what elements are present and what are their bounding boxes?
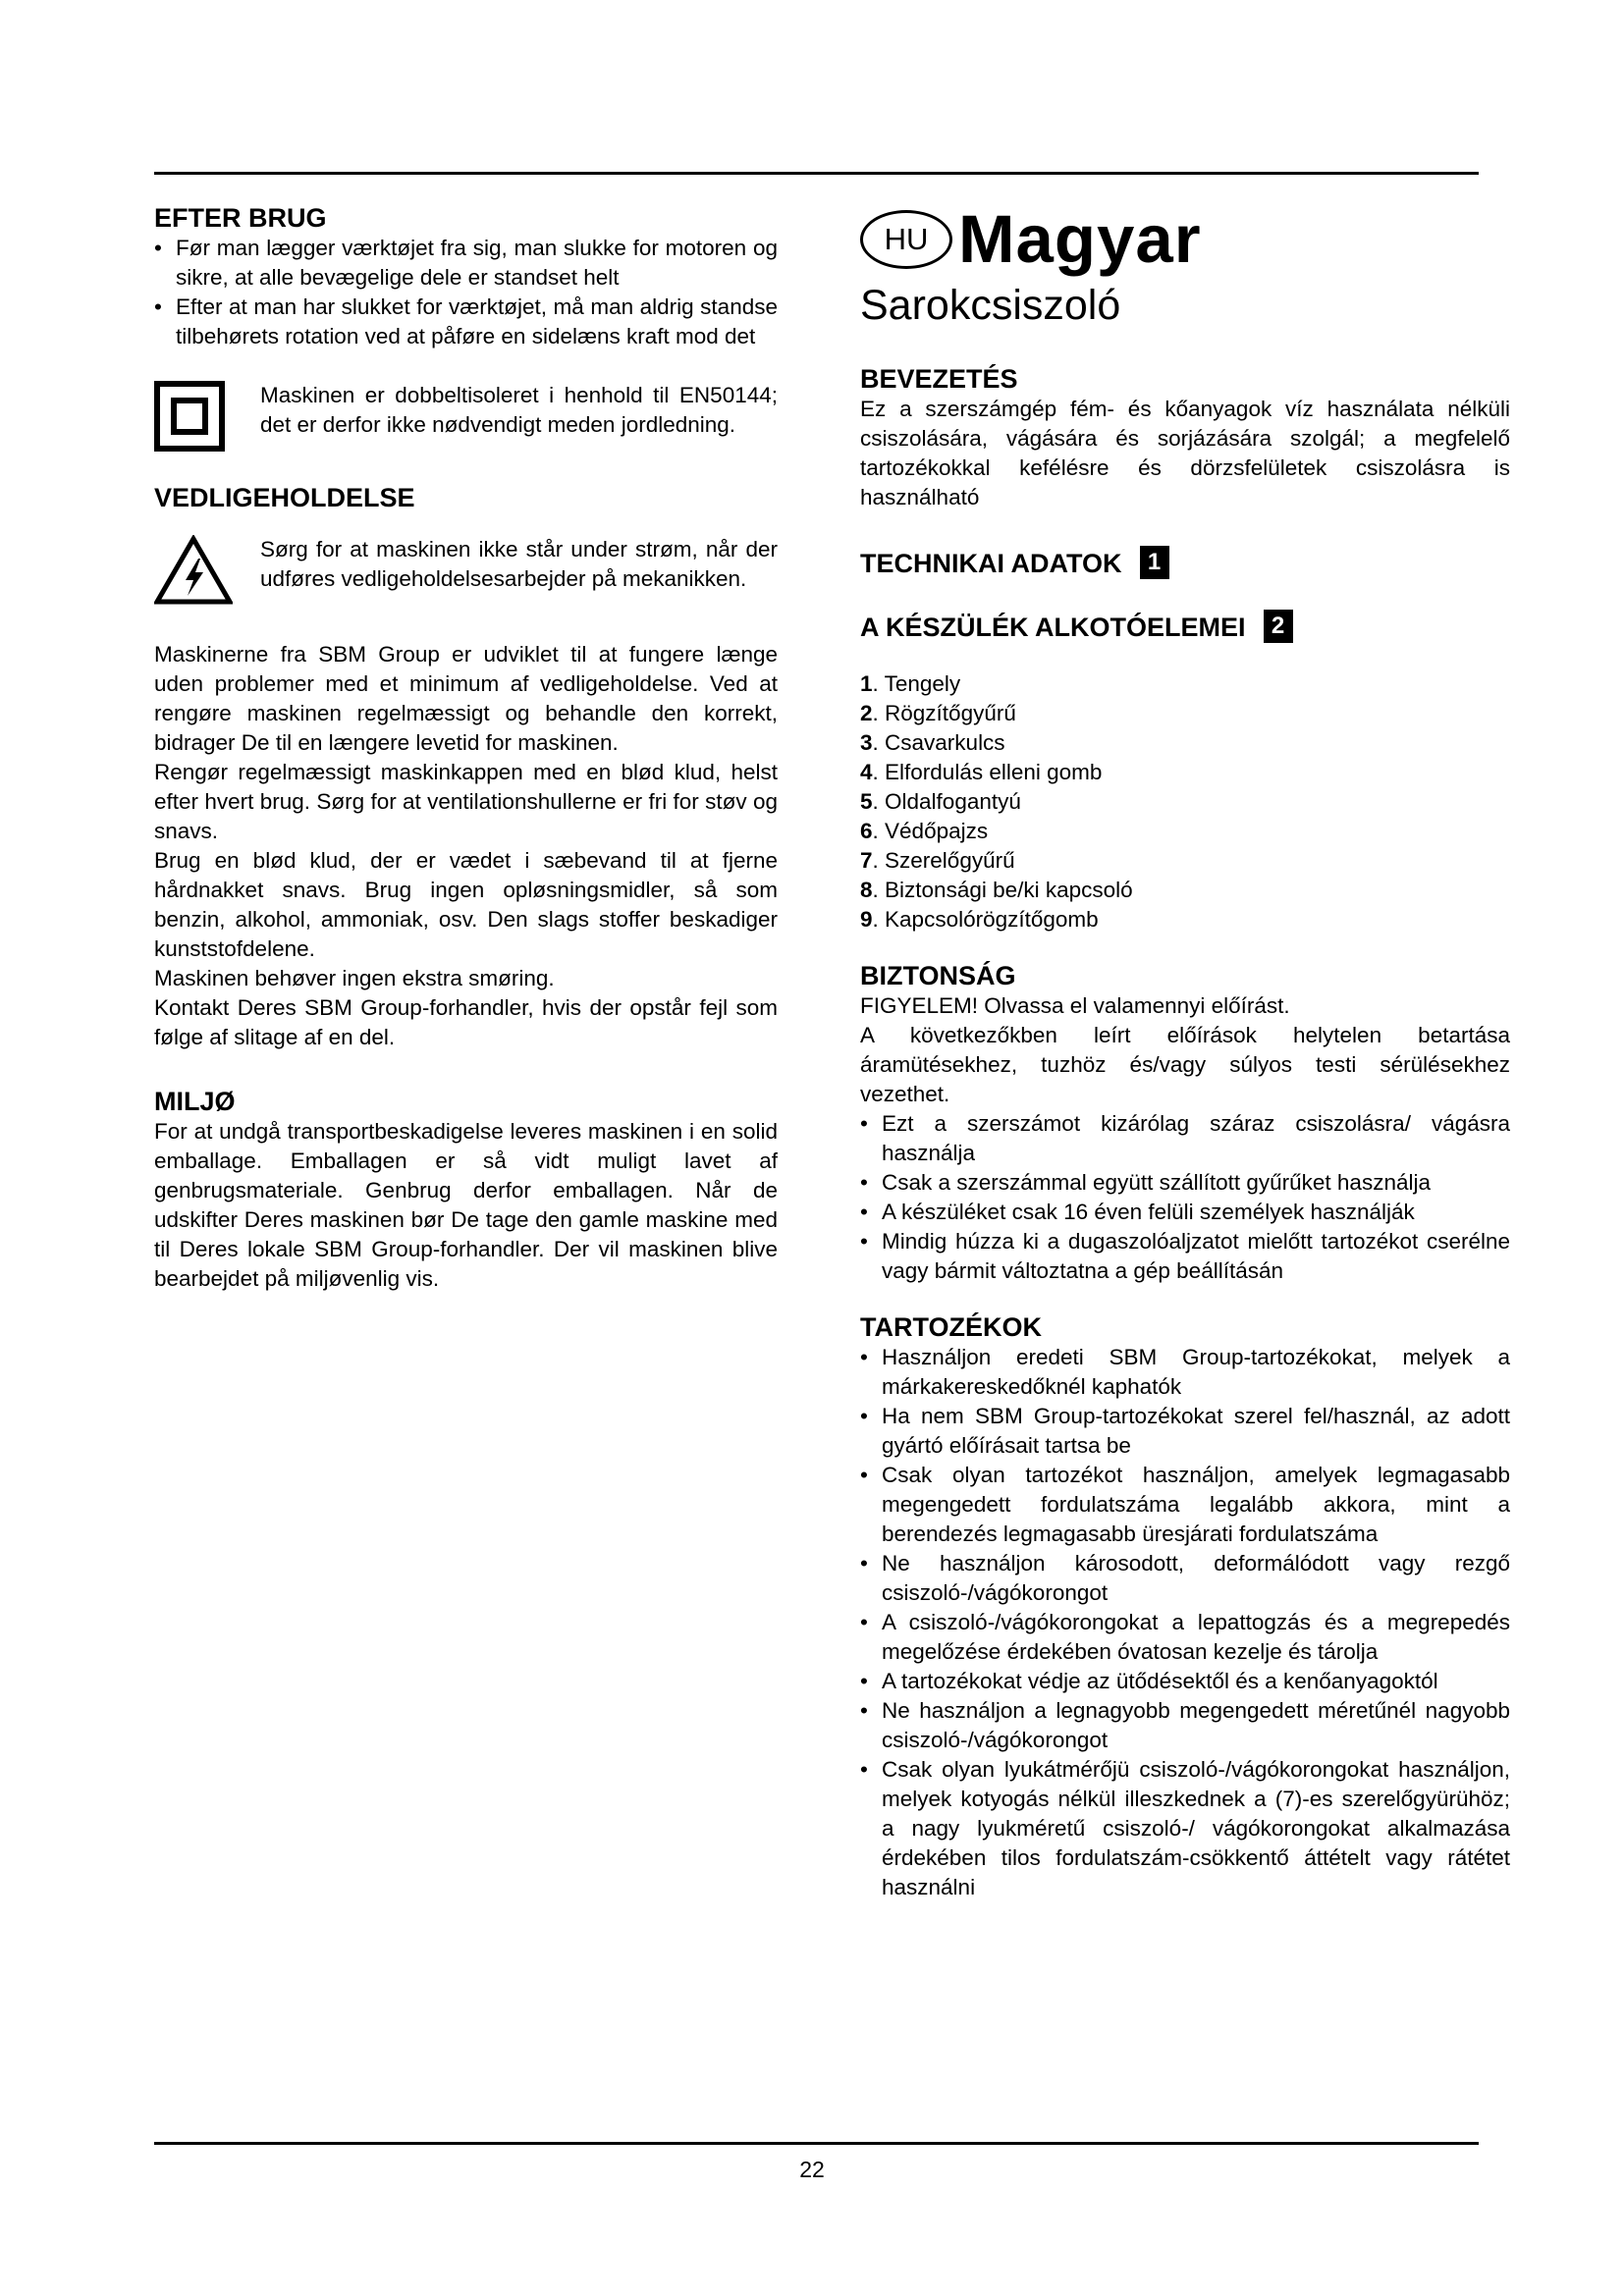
- double-insulation-row: [154, 381, 778, 456]
- top-rule: [154, 172, 1479, 175]
- language-code-badge: HU: [860, 210, 952, 269]
- warning-row: [154, 535, 778, 611]
- biztonsag-list: [860, 1109, 1510, 1286]
- list-item: • Før man lægger værktøjet fra sig, man slukke for motoren og sikre, at alle bevægelige dele er standset helt: [154, 234, 778, 293]
- list-item: • Ha nem SBM Group-tartozékokat szerel fel/használ, az adott gyártó előírásait tartsa be: [860, 1402, 1510, 1461]
- list-item: • A csiszoló-/vágókorongokat a lepattogzás és a megrepedés megelőzése érdekében óvatosan kezelje és tárolja: [860, 1608, 1510, 1667]
- section-biztonsag: [860, 960, 1510, 1286]
- list-item: • Ne használjon károsodott, deformálódott vagy rezgő csiszoló-/vágókorongot: [860, 1549, 1510, 1608]
- technikai-label: TECHNIKAI ADATOK: [860, 549, 1122, 578]
- product-title: Sarokcsiszoló: [860, 282, 1121, 329]
- paragraph: A következőkben leírt előírások helytelen betartása áramütésekhez, tuzhöz és/vagy súlyos testi sérülésekhez vezethet.: [860, 1022, 1510, 1106]
- list-item: 5. Oldalfogantyú: [860, 788, 1021, 814]
- paragraph: FIGYELEM! Olvassa el valamennyi előírást.: [860, 992, 1290, 1018]
- alkotoelemei-label: A KÉSZÜLÉK ALKOTÓELEMEI: [860, 612, 1246, 642]
- heading-bevezetes: BEVEZETÉS: [860, 364, 1018, 394]
- parts-list: [860, 669, 1510, 934]
- list-item: • Csak olyan tartozékot használjon, amelyek legmagasabb megengedett fordulatszáma legalább akkora, mint a berendezés legmagasabb üresjárati fordulatszáma: [860, 1461, 1510, 1549]
- list-item: 4. Elfordulás elleni gomb: [860, 759, 1103, 784]
- efter-brug-list: [154, 234, 778, 351]
- heading-efter-brug: EFTER BRUG: [154, 203, 327, 233]
- page-number: 22: [799, 2157, 825, 2182]
- miljo-text: For at undgå transportbeskadigelse leveres maskinen i en solid emballage. Emballagen er så vidt muligt lavet af genbrugsmateriale. Genbrug derfor emballagen. Når de udskifter Deres maskinen bør De tage den gamle maskine med til Deres lokale SBM Group-forhandler. Der vil maskinen blive bearbejdet på miljøvenlig vis.: [154, 1119, 778, 1291]
- list-item: 3. Csavarkulcs: [860, 729, 1005, 755]
- paragraph: Rengør regelmæssigt maskinkappen med en blød klud, helst efter hvert brug. Sørg for at ventilationshullerne er fri for støv og snavs.: [154, 760, 778, 843]
- list-item: • Használjon eredeti SBM Group-tartozékokat, melyek a márkakereskedőknél kaphatók: [860, 1343, 1510, 1402]
- heading-tartozekok: TARTOZÉKOK: [860, 1311, 1042, 1342]
- maintenance-text: [154, 640, 778, 1052]
- bevezetes-text: Ez a szerszámgép fém- és kőanyagok víz használata nélküli csiszolására, vágására és sorjázására szolgál; a megfelelő tartozékokkal kefélésre és dörzsfelületek csiszolásra is használható: [860, 397, 1510, 509]
- section-bevezetes: [860, 363, 1510, 512]
- list-item: • Ne használjon a legnagyobb megengedett méretűnél nagyobb csiszoló-/vágókorongot: [860, 1696, 1510, 1755]
- heading-alkotoelemei: [860, 612, 1510, 646]
- language-title: Magyar: [958, 201, 1202, 277]
- list-item: • Efter at man har slukket for værktøjet, må man aldrig standse tilbehørets rotation ved at påføre en sidelæns kraft mod det: [154, 293, 778, 351]
- list-item: 2. Rögzítőgyűrű: [860, 700, 1016, 725]
- heading-vedligeholdelse: VEDLIGEHOLDELSE: [154, 483, 415, 512]
- section-alkotoelemei: [860, 612, 1510, 934]
- list-item: 9. Kapcsolórögzítőgomb: [860, 906, 1099, 932]
- list-item: 7. Szerelőgyűrű: [860, 847, 1015, 873]
- heading-technikai-adatok: [860, 548, 1510, 582]
- double-insulation-text: Maskinen er dobbeltisoleret i henhold til EN50144; det er derfor ikke nødvendigt meden jordledning.: [260, 383, 778, 437]
- list-item: 6. Védőpajzs: [860, 818, 989, 843]
- list-item: • Csak a szerszámmal együtt szállított gyűrűket használja: [860, 1168, 1510, 1198]
- list-item: • A tartozékokat védje az ütődésektől és a kenőanyagoktól: [860, 1667, 1510, 1696]
- list-item: 8. Biztonsági be/ki kapcsoló: [860, 877, 1133, 902]
- electric-warning-icon: [154, 535, 260, 611]
- figure-ref-1: 1: [1140, 546, 1169, 579]
- section-technikai-adatok: [860, 548, 1510, 582]
- biztonsag-intro: [860, 991, 1510, 1109]
- list-item: • Ezt a szerszámot kizárólag száraz csiszolásra/ vágásra használja: [860, 1109, 1510, 1168]
- list-item: • Mindig húzza ki a dugaszolóaljzatot mielőtt tartozékot cserélne vagy bármit változtatna a gép beállításán: [860, 1227, 1510, 1286]
- section-vedligeholdelse: [154, 482, 778, 1052]
- section-efter-brug: [154, 202, 778, 456]
- paragraph: Maskinerne fra SBM Group er udviklet til at fungere længe uden problemer med et minimum af vedligeholdelse. Ved at rengøre maskinen regelmæssigt og behandle den korrekt, bidrager De til en længere levetid for maskinen.: [154, 642, 778, 755]
- list-item: • A készüléket csak 16 éven felüli személyek használják: [860, 1198, 1510, 1227]
- double-insulation-icon: [154, 381, 260, 456]
- list-item: 1. Tengely: [860, 670, 961, 696]
- bottom-rule: [154, 2142, 1479, 2145]
- heading-biztonsag: BIZTONSÁG: [860, 960, 1016, 990]
- paragraph: Kontakt Deres SBM Group-forhandler, hvis der opstår fejl som følge af slitage af en del.: [154, 995, 778, 1049]
- list-item: • Csak olyan lyukátmérőjü csiszoló-/vágókorongokat használjon, melyek kotyogás nélkül illeszkednek a (7)-es szerelőgyürühöz; a nagy lyukméretű csiszoló-/ vágókorongokat alkalmazása érdekében tilos fordulatszám-csökkentő áttételt vagy rátétet használni: [860, 1755, 1510, 1902]
- figure-ref-2: 2: [1264, 610, 1293, 643]
- heading-miljo: MILJØ: [154, 1087, 236, 1116]
- section-tartozekok: [860, 1311, 1510, 1902]
- paragraph: Brug en blød klud, der er vædet i sæbevand til at fjerne hårdnakket snavs. Brug ingen opløsningsmidler, så som benzin, alkohol, ammoniak, osv. Den slags stoffer beskadiger kunststofdelene.: [154, 848, 778, 961]
- tartozekok-list: [860, 1343, 1510, 1902]
- language-header: [860, 201, 1510, 277]
- warning-text: Sørg for at maskinen ikke står under strøm, når der udføres vedligeholdelsesarbejder på mekanikken.: [260, 537, 778, 591]
- right-column: [860, 202, 1510, 1902]
- paragraph: Maskinen behøver ingen ekstra smøring.: [154, 966, 555, 990]
- section-miljo: [154, 1086, 778, 1294]
- left-column: [154, 202, 778, 1294]
